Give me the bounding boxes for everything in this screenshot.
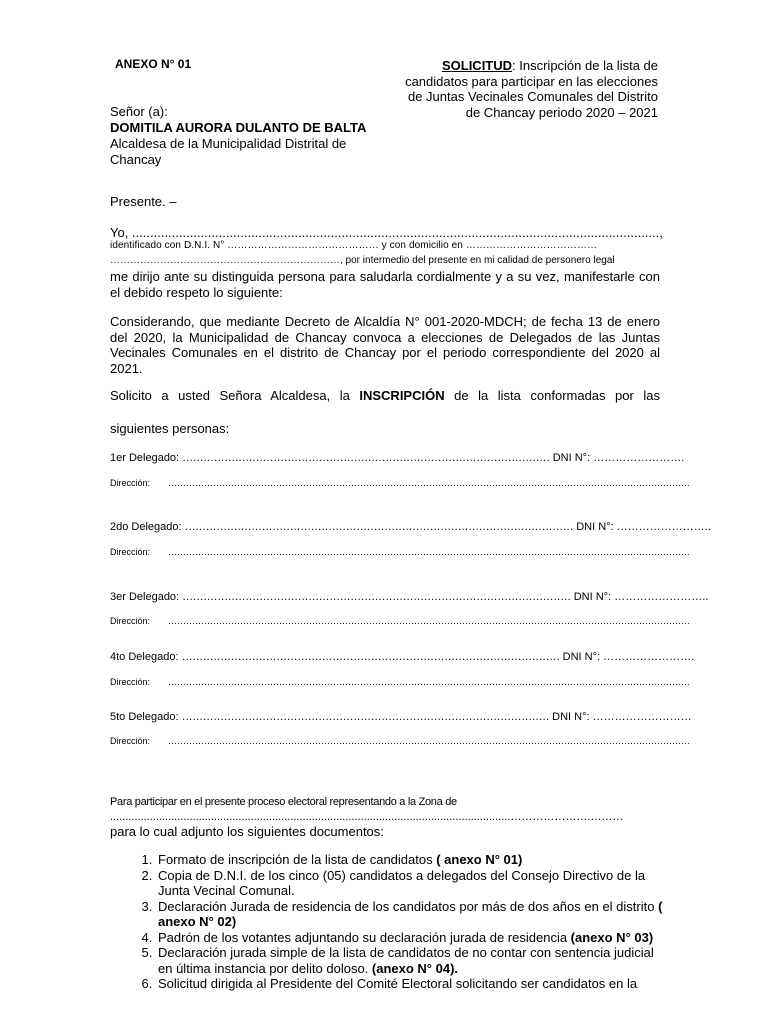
delegate-1-dni: DNI N°: ……………………. <box>552 452 685 464</box>
yo-line: Yo, .................................................................................................................................................., <box>110 225 663 240</box>
delegate-5-label: 5to Delegado: <box>110 711 179 723</box>
delegate-2-address <box>110 547 690 557</box>
delegate-3-address <box>110 616 690 626</box>
delegate-3-label: 3er Delegado: <box>110 591 180 603</box>
request-label: SOLICITUD <box>441 58 513 73</box>
addressee-name: DOMITILA AURORA DULANTO DE BALTA <box>110 120 367 135</box>
delegate-2-dots: ………………………………………………………………………………………………… <box>184 521 574 533</box>
delegate-2-label: 2do Delegado: <box>110 521 182 533</box>
attachments-intro: para lo cual adjunto los siguientes documentos: <box>110 824 384 839</box>
delegate-3-dni: DNI N°: …………………….. <box>573 591 709 603</box>
delegate-5-line <box>110 711 692 723</box>
document-item: 5. Declaración jurada simple de la lista de candidatos de no contar con sentencia judicial en última instancia por delito doloso. (anexo N° 04). <box>156 945 670 976</box>
delegate-2-line <box>110 521 711 533</box>
identification-line: identificado con D.N.I. N° ……………………………………… y con domicilio en ………………………………… <box>110 240 598 251</box>
address-dots: ………………………………………………………………………………………………………………………………………………………… <box>168 547 690 557</box>
address-dots: ………………………………………………………………………………………………………………………………………………………… <box>168 478 690 488</box>
delegate-4-address <box>110 677 690 687</box>
delegate-3-dots: ………………………………………………………………………………………………… <box>182 591 571 603</box>
request-subject <box>400 58 658 120</box>
address-label: Dirección: <box>110 547 151 557</box>
delegate-5-dni: DNI N°: ……………………… <box>552 711 692 723</box>
solicito-after: de la lista conformadas por las <box>444 388 660 403</box>
delegate-1-address <box>110 478 690 488</box>
addressee-block <box>110 104 370 168</box>
address-label: Dirección: <box>110 677 151 687</box>
address-dots: ………………………………………………………………………………………………………………………………………………………… <box>168 677 690 687</box>
delegate-5-dots: …………………………………………………………………………………………… <box>181 711 550 723</box>
document-item: 1. Formato de inscripción de la lista de candidatos ( anexo N° 01) <box>156 852 670 868</box>
greeting-paragraph: me dirijo ante su distinguida persona para saludarla cordialmente y a su vez, manifestarle con el debido respeto lo siguiente: <box>110 269 660 300</box>
document-item: 6. Solicitud dirigida al Presidente del Comité Electoral solicitando ser candidatos en la <box>156 976 670 992</box>
delegate-1-dots: …………………………………………………………………………………………… <box>182 452 550 464</box>
request-subject-text: : Inscripción de la lista de candidatos para participar en las elecciones de Juntas Vecinales Comunales del Distrito de Chancay periodo 2020 – 2021 <box>405 58 658 120</box>
document-item: 4. Padrón de los votantes adjuntando su declaración jurada de residencia (anexo N° 03) <box>156 930 670 946</box>
address-label: Dirección: <box>110 616 151 626</box>
solicito-paragraph <box>110 388 660 403</box>
salutation: Señor (a): <box>110 104 168 119</box>
address-dots: ………………………………………………………………………………………………………………………………………………………… <box>168 616 690 626</box>
delegate-5-address <box>110 736 690 746</box>
delegate-4-label: 4to Delegado: <box>110 651 179 663</box>
delegate-3-line <box>110 591 709 603</box>
document-item: 3. Declaración Jurada de residencia de los candidatos por más de dos años en el distrito ( anexo N° 02) <box>156 899 670 930</box>
delegate-4-dots: ……………………………………………………………………………………………… <box>181 651 560 663</box>
delegate-1-label: 1er Delegado: <box>110 452 180 464</box>
delegate-4-line <box>110 651 695 663</box>
delegate-4-dni: DNI N°: ……………………. <box>562 651 695 663</box>
delegate-2-dni: DNI N°: …………………….. <box>576 521 711 533</box>
address-label: Dirección: <box>110 736 151 746</box>
solicito-bold: INSCRIPCIÓN <box>359 388 445 403</box>
legal-representative-line: ……………………………………………………………, por intermedio del presente en mi calidad de personero legal <box>110 255 615 266</box>
delegate-1-line <box>110 452 685 464</box>
address-label: Dirección: <box>110 478 151 488</box>
documents-list <box>110 852 670 992</box>
presente-line: Presente. – <box>110 194 177 209</box>
solicito-before: Solicito a usted Señora Alcaldesa, la <box>110 388 360 403</box>
annex-title: ANEXO N° 01 <box>115 57 192 71</box>
address-dots: ………………………………………………………………………………………………………………………………………………………… <box>168 736 690 746</box>
siguientes-line: siguientes personas: <box>110 421 230 436</box>
addressee-role: Alcaldesa de la Municipalidad Distrital de Chancay <box>110 136 347 167</box>
zone-dots: ...................................................................................................................................………………….……… <box>110 811 624 823</box>
zone-line: Para participar en el presente proceso electoral representando a la Zona de <box>110 796 457 808</box>
document-item: 2. Copia de D.N.I. de los cinco (05) candidatos a delegados del Consejo Directivo de la Junta Vecinal Comunal. <box>156 868 670 899</box>
considerando-paragraph: Considerando, que mediante Decreto de Alcaldía N° 001-2020-MDCH; de fecha 13 de enero del 2020, la Municipalidad de Chancay convoca a elecciones de Delegados de las Juntas Vecinales Comunales en el distrito de Chancay por el periodo correspondiente del 2020 al 2021. <box>110 314 660 376</box>
